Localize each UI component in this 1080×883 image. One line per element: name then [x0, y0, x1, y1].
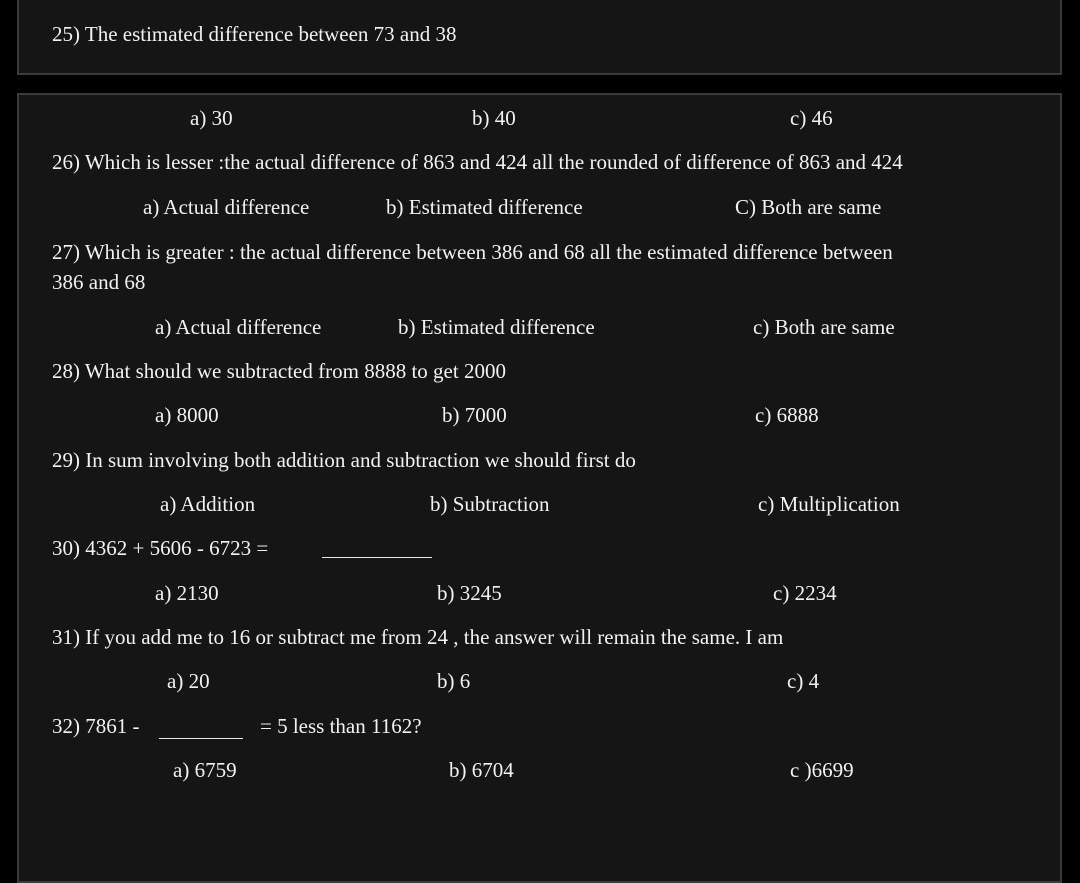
q28-option-a: a) 8000 [155, 403, 219, 427]
q26-option-c: C) Both are same [735, 195, 882, 219]
question-32-end: = 5 less than 1162? [260, 714, 422, 738]
q29-option-b: b) Subtraction [430, 492, 550, 516]
question-26: 26) Which is lesser :the actual difference of 863 and 424 all the rounded of difference of 863 and 424 [52, 150, 903, 174]
question-29: 29) In sum involving both addition and subtraction we should first do [52, 448, 636, 472]
q25-option-c: c) 46 [790, 106, 833, 130]
q32-option-b: b) 6704 [449, 758, 514, 782]
question-30: 30) 4362 + 5606 - 6723 = [52, 536, 269, 560]
q28-option-c: c) 6888 [755, 403, 819, 427]
q32-option-c: c )6699 [790, 758, 854, 782]
question-25: 25) The estimated difference between 73 and 38 [52, 22, 457, 46]
q31-option-c: c) 4 [787, 669, 820, 693]
q25-option-a: a) 30 [190, 106, 233, 130]
question-28: 28) What should we subtracted from 8888 to get 2000 [52, 359, 506, 383]
question-31: 31) If you add me to 16 or subtract me from 24 , the answer will remain the same. I am [52, 625, 784, 649]
q27-option-c: c) Both are same [753, 315, 895, 339]
q30-option-c: c) 2234 [773, 581, 837, 605]
q29-option-c: c) Multiplication [758, 492, 900, 516]
q30-option-a: a) 2130 [155, 581, 219, 605]
q31-option-a: a) 20 [167, 669, 210, 693]
q25-option-b: b) 40 [472, 106, 516, 130]
q26-option-a: a) Actual difference [143, 195, 310, 219]
q28-option-b: b) 7000 [442, 403, 507, 427]
q27-option-a: a) Actual difference [155, 315, 322, 339]
q30-option-b: b) 3245 [437, 581, 502, 605]
question-27-line-1: 27) Which is greater : the actual difference between 386 and 68 all the estimated difference between [52, 240, 893, 264]
q30-answer-blank [322, 557, 432, 558]
question-27-line-2: 386 and 68 [52, 270, 146, 294]
q32-answer-blank [159, 738, 243, 739]
q26-option-b: b) Estimated difference [386, 195, 583, 219]
q31-option-b: b) 6 [437, 669, 471, 693]
question-32-start: 32) 7861 - [52, 714, 140, 738]
q32-option-a: a) 6759 [173, 758, 237, 782]
q29-option-a: a) Addition [160, 492, 256, 516]
q27-option-b: b) Estimated difference [398, 315, 595, 339]
